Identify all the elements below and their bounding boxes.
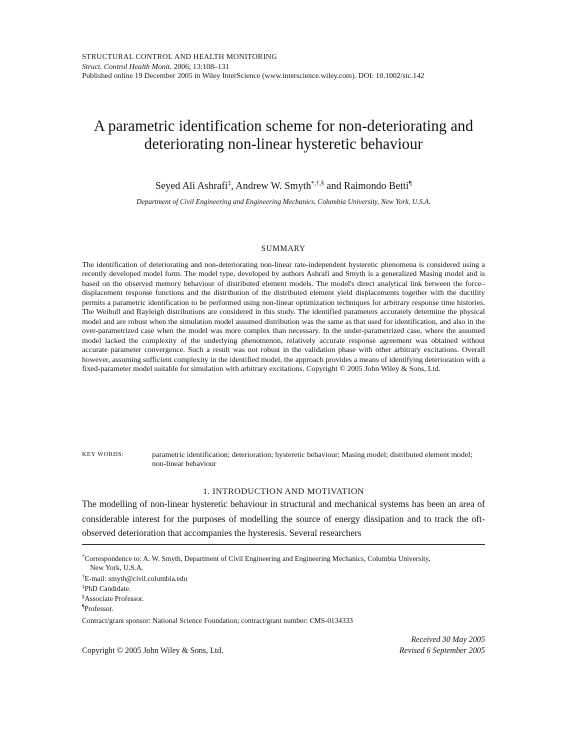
author-name: Andrew W. Smyth (235, 181, 312, 192)
footnote-mark: † (82, 573, 85, 580)
footnote-correspondence (82, 553, 485, 563)
author-name: Raimondo Betti (343, 181, 409, 192)
footnote-mark: ‡ (82, 583, 85, 590)
footnote-mark: ¶ (82, 604, 85, 611)
author-footnote-mark: ¶ (408, 180, 412, 187)
footnote-phd (82, 583, 485, 593)
footnote-correspondence-cont: New York, U.S.A. (90, 563, 144, 573)
author-name: Seyed Ali Ashrafi (155, 181, 228, 192)
footnote-divider (82, 544, 485, 545)
grant-sponsor: Contract/grant sponsor: National Science Foundation; contract/grant number: CMS-0134333 (82, 616, 353, 625)
footnote-text: Associate Professor. (84, 594, 144, 604)
keywords-label: KEY WORDS: (82, 451, 124, 458)
section-body-text: The modelling of non-linear hysteretic behaviour in structural and mechanical systems has been an area of considerable interest for the purposes of modelling the source of energy dissipation and to track the oft-observed deterioration that accompanies the hysteresis. Several researchers (82, 500, 485, 540)
received-date: Received 30 May 2005 (411, 635, 485, 644)
author-footnote-mark: *,†,§ (311, 180, 325, 187)
author-affiliation: Department of Civil Engineering and Engineering Mechanics, Columbia University, New York, U.S.A. (136, 198, 431, 206)
paper-title: A parametric identification scheme for non-deteriorating and deteriorating non-linear hysteretic behaviour (93, 118, 474, 153)
summary-text: The identification of deteriorating and non-deteriorating non-linear rate-independent hysteretic phenomena is considered using a recently developed model form. The model type, developed by authors Ashrafi and Smyth is a generalized Masing model and is based on the observed memory behaviour of distributed element models. The model's direct analytical link between the force–displacement response functions and the distribution of the distributed element yield displacements together with the ductility permits a parametric identification to be performed using non-linear optimization techniques for arbitrary response time histories. The Weibull and Rayleigh distributions are considered in this study. The identified parameters accurately determine the physical model and are robust when the simulation model assumed distribution was the same as that used for identification, and also in the over-parametrized case when the model was more complex than necessary. In the under-parametrized case, where the assumed model lacked the complexity of the underlying phenomenon, relatively accurate response agreement was obtained without accurate parameter convergence. Such a result was not robust in the validation phase with other arbitrary excitations. Overall however, assuming sufficient complexity in the identified model, the approach provides a means of identifying deterioration with a fixed-parameter model suitable for simulation with arbitrary excitations. Copyright © 2005 John Wiley & Sons, Ltd. (82, 260, 485, 373)
footnote-associate-professor (82, 593, 485, 603)
summary-heading: SUMMARY (261, 244, 306, 253)
footnote-text: PhD Candidate. (84, 583, 131, 593)
citation-volume-pages: 2006; 13:108–131 (171, 62, 230, 71)
author-list (60, 178, 507, 193)
footnote-email (82, 573, 485, 583)
footnote-mark: § (82, 594, 85, 601)
footnote-mark: * (82, 554, 85, 560)
author-separator: and (324, 181, 344, 192)
author-separator: , (231, 181, 236, 192)
footnote-text: Correspondence to: A. W. Smyth, Department of Civil Engineering and Engineering Mechanics, Columbia University, (84, 554, 431, 563)
footnote-text: Professor. (84, 604, 114, 614)
footnote-text: E-mail: smyth@civil.columbia.edu (84, 573, 188, 583)
publication-info: Published online 19 December 2005 in Wiley InterScience (www.interscience.wiley.com). DOI: 10.1002/stc.142 (82, 71, 425, 80)
section-heading: 1. INTRODUCTION AND MOTIVATION (202, 486, 365, 496)
revised-date: Revised 6 September 2005 (399, 646, 485, 655)
journal-name: STRUCTURAL CONTROL AND HEALTH MONITORING (82, 52, 278, 61)
footnote-professor (82, 603, 485, 613)
keywords-text: parametric identification; deterioration; hysteretic behaviour; Masing model; distributed element model; non-linear behaviour (152, 450, 473, 469)
author-footnote-mark: ‡ (227, 180, 231, 187)
footnotes (82, 553, 485, 614)
citation-journal-abbrev: Struct. Control Health Monit. (82, 62, 172, 71)
copyright-notice: Copyright © 2005 John Wiley & Sons, Ltd. (82, 646, 224, 655)
